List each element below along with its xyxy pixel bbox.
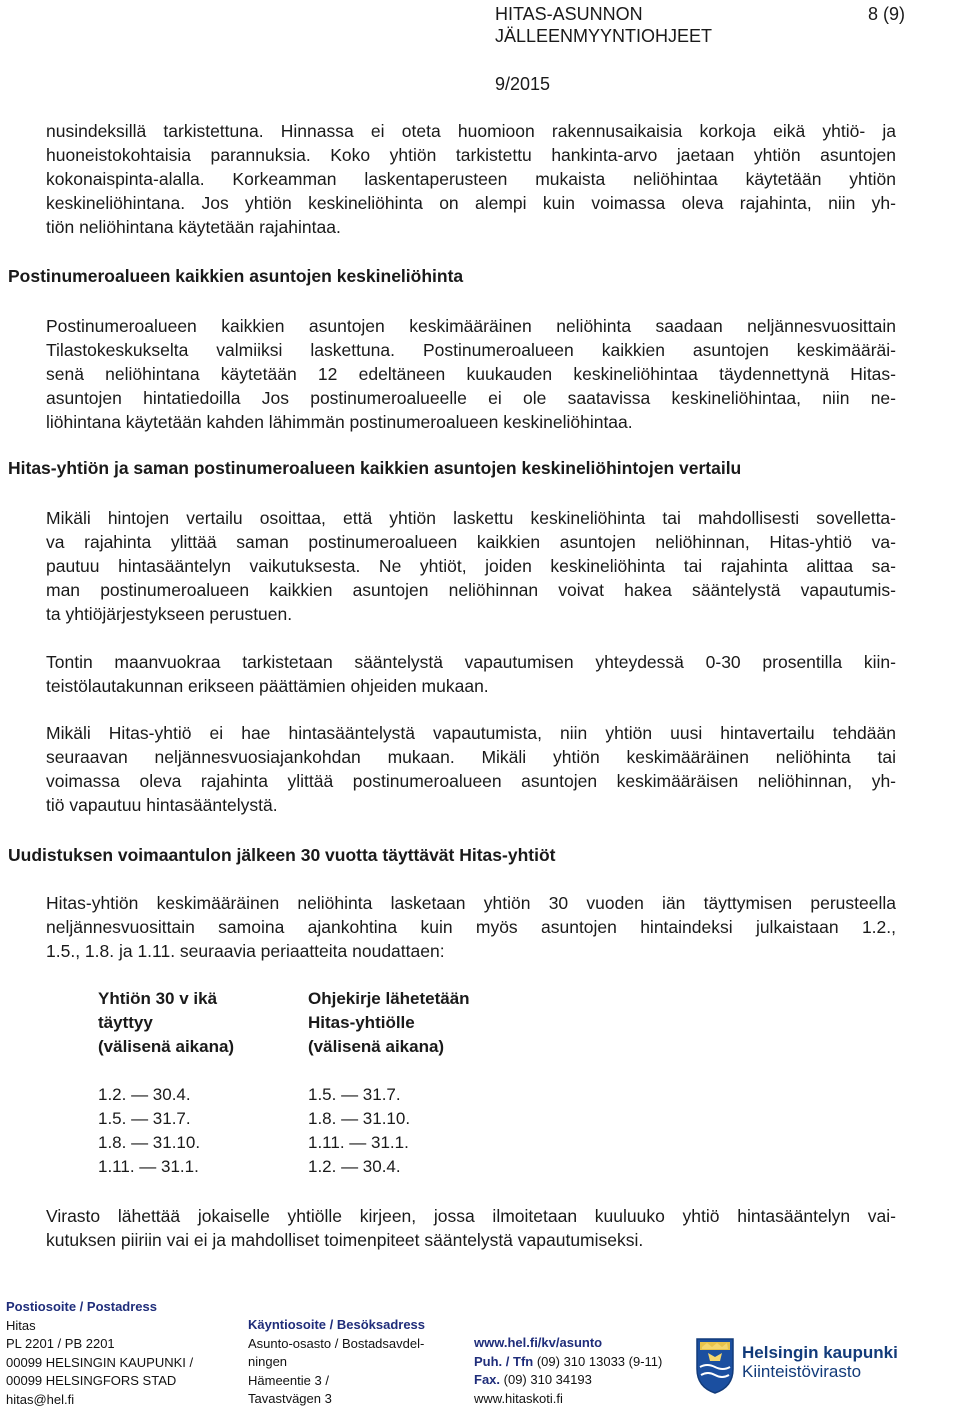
footer-email-link[interactable]: hitas@hel.fi [6, 1391, 75, 1407]
footer-line: 00099 HELSINGIN KAUPUNKI / [6, 1354, 194, 1370]
text-line: huoneistokohtaisia parannuksia. Koko yhtiön tarkistettu hankinta-arvo jaetaan yhtiön asuntojen [46, 145, 896, 165]
section2-paragraph-1 [46, 506, 896, 626]
table-header-col1 [98, 987, 328, 1059]
text-line: Hitas-yhtiön keskimääräinen neliöhinta lasketaan yhtiön 30 vuoden iän täyttymisen perusteella [46, 893, 896, 913]
text-line: seuraavan neljännesvuosiajankohdan mukaan. Mikäli yhtiön keskimääräinen neliöhinta tai [46, 747, 896, 767]
logo-line1: Helsingin kaupunki [742, 1343, 898, 1362]
page-number: 8 (9) [868, 4, 906, 24]
text-line: Mikäli hintojen vertailu osoittaa, että yhtiön laskettu keskineliöhinta tai mahdollisesti sovelletta- [46, 508, 896, 528]
table-cell: 1.2. — 30.4. [98, 1085, 191, 1104]
text-line: tiön neliöhintana käytetään rajahintaa. [46, 217, 341, 237]
doc-title [495, 3, 712, 47]
footer-phone [474, 1353, 662, 1372]
section1-paragraph [46, 314, 896, 434]
text-line: kutuksen piiriin vai ei ja mahdolliset toimenpiteet sääntelystä vapautumiseksi. [46, 1230, 644, 1250]
footer-fax [474, 1371, 662, 1390]
footer-visiting-address [248, 1316, 425, 1409]
footer-contact [474, 1334, 662, 1408]
footer-label: Käyntiosoite / Besöksadress [248, 1317, 426, 1332]
footer-line: PL 2201 / PB 2201 [6, 1336, 115, 1351]
text-line: man postinumeroalueen kaikkien asuntojen neliöhinnan voivat hakea sääntelystä vapautumis- [46, 580, 896, 600]
logo-wordmark [742, 1343, 898, 1381]
table-cell: 1.5. — 31.7. [98, 1109, 191, 1128]
text-line: senä neliöhintana käytetään 12 edeltäneen kuukauden keskineliöhintaa täydennettynä Hitas- [46, 364, 896, 384]
table-cell: 1.11. — 31.1. [308, 1133, 409, 1152]
table-cell: 1.5. — 31.7. [308, 1085, 401, 1104]
footer-line: 00099 HELSINGFORS STAD [6, 1373, 177, 1388]
table-header-col2 [308, 987, 538, 1059]
text-line: tiö vapautuu hintasääntelystä. [46, 795, 278, 815]
phone-number: (09) 310 13033 (9-11) [536, 1353, 663, 1369]
footer-line: Hitas [6, 1317, 36, 1333]
text-line: Tontin maanvuokraa tarkistetaan sääntelystä vapautumisen yhteydessä 0-30 prosentilla kiin- [46, 652, 896, 672]
footer-line: Asunto-osasto / Bostadsavdel- [248, 1335, 425, 1351]
footer-line: Tavastvägen 3 [248, 1391, 332, 1406]
logo-line2: Kiinteistövirasto [742, 1362, 862, 1381]
helsinki-crest-logo-icon [694, 1335, 736, 1395]
text-line: pautuu hintasääntelyn vaikutuksesta. Ne yhtiöt, joiden keskineliöhinta tai rajahinta alittaa sa- [46, 556, 896, 576]
text-line: Tilastokeskukselta valmiiksi laskettuna. Postinumeroalueen kaikkien asuntojen keskimääräi- [46, 340, 896, 360]
footer-website-link[interactable]: www.hel.fi/kv/asunto [474, 1335, 603, 1350]
footer-label: Postiosoite / Postadress [6, 1299, 157, 1314]
text-line: ta yhtiöjärjestykseen perustuen. [46, 604, 293, 624]
table-cell: 1.8. — 31.10. [308, 1109, 411, 1128]
text-line: Virasto lähettää jokaiselle yhtiölle kirjeen, jossa ilmoitetaan kuuluuko yhtiö hintasääntelyn vai- [46, 1206, 896, 1226]
doc-date: 9/2015 [495, 74, 551, 94]
fax-number: (09) 310 34193 [503, 1372, 592, 1387]
text-line: asuntojen hintatiedoilla Jos postinumeroalueelle ei ole saatavissa keskineliöhintaa, niin ne- [46, 388, 896, 408]
footer-website-link-2[interactable]: www.hitaskoti.fi [474, 1390, 563, 1406]
header-line: (välisenä aikana) [308, 1037, 445, 1056]
text-line: neljännesvuosittain samoina ajankohtina kuin myös asuntojen hintaindeksi julkaistaan 1.2., [46, 917, 896, 937]
text-line: 1.5., 1.8. ja 1.11. seuraavia periaatteita noudattaen: [46, 941, 445, 961]
section2-paragraph-2 [46, 650, 896, 698]
text-line: voimassa oleva rajahinta ylittää postinumeroalueen asuntojen keskimääräisen neliöhinnan, yh- [46, 771, 896, 791]
doc-title-line2: JÄLLEENMYYNTIOHJEET [495, 26, 713, 46]
header-line: Yhtiön 30 v ikä [98, 989, 218, 1008]
header-line: Hitas-yhtiölle [308, 1013, 415, 1032]
header-line: täyttyy [98, 1013, 153, 1032]
footer-postal-address [6, 1298, 193, 1409]
text-line: kokonaispinta-alalla. Korkeamman laskentaperusteen mukaista neliöhintaa käytetään yhtiön [46, 169, 896, 189]
text-line: liöhintana käytetään kahden lähimmän postinumeroalueen keskineliöhintaa. [46, 412, 633, 432]
schedule-table [0, 987, 960, 1187]
table-col2-rows [308, 1083, 538, 1179]
text-line: va rajahinta ylittää saman postinumeroalueen kaikkien asuntojen neliöhinnan, Hitas-yhtiö va- [46, 532, 896, 552]
footer-line: Hämeentie 3 / [248, 1372, 329, 1388]
phone-label: Puh. / Tfn [474, 1353, 534, 1369]
intro-paragraph [46, 119, 896, 239]
header-line: (välisenä aikana) [98, 1037, 235, 1056]
text-line: nusindeksillä tarkistettuna. Hinnassa ei oteta huomioon rakennusaikaisia korkoja eikä yhtiö- ja [46, 121, 896, 141]
header-line: Ohjekirje lähetetään [308, 989, 470, 1008]
fax-label: Fax. [474, 1372, 501, 1387]
section-heading-comparison: Hitas-yhtiön ja saman postinumeroalueen kaikkien asuntojen keskineliöhintojen vertailu [8, 458, 742, 478]
footer-line: ningen [248, 1354, 288, 1369]
text-line: Mikäli Hitas-yhtiö ei hae hintasääntelystä vapautumista, niin yhtiön uusi hintavertailu tehdään [46, 723, 896, 743]
doc-title-line1: HITAS-ASUNNON [495, 4, 643, 24]
section-heading-postal-area: Postinumeroalueen kaikkien asuntojen keskineliöhinta [8, 266, 464, 286]
text-line: teistölautakunnan erikseen päättämien ohjeiden mukaan. [46, 676, 489, 696]
table-cell: 1.2. — 30.4. [308, 1157, 401, 1176]
section-heading-30-years: Uudistuksen voimaantulon jälkeen 30 vuotta täyttävät Hitas-yhtiöt [8, 845, 556, 865]
text-line: Postinumeroalueen kaikkien asuntojen keskimääräinen neliöhinta saadaan neljännesvuosittain [46, 316, 896, 336]
table-col1-rows [98, 1083, 328, 1179]
table-cell: 1.11. — 31.1. [98, 1157, 199, 1176]
text-line: keskineliöhintana. Jos yhtiön keskineliöhinta on alempi kuin voimassa oleva rajahinta, niin yh- [46, 193, 896, 213]
section3-paragraph-2 [46, 1204, 896, 1252]
section2-paragraph-3 [46, 721, 896, 817]
table-cell: 1.8. — 31.10. [98, 1133, 201, 1152]
section3-paragraph-1 [46, 891, 896, 963]
